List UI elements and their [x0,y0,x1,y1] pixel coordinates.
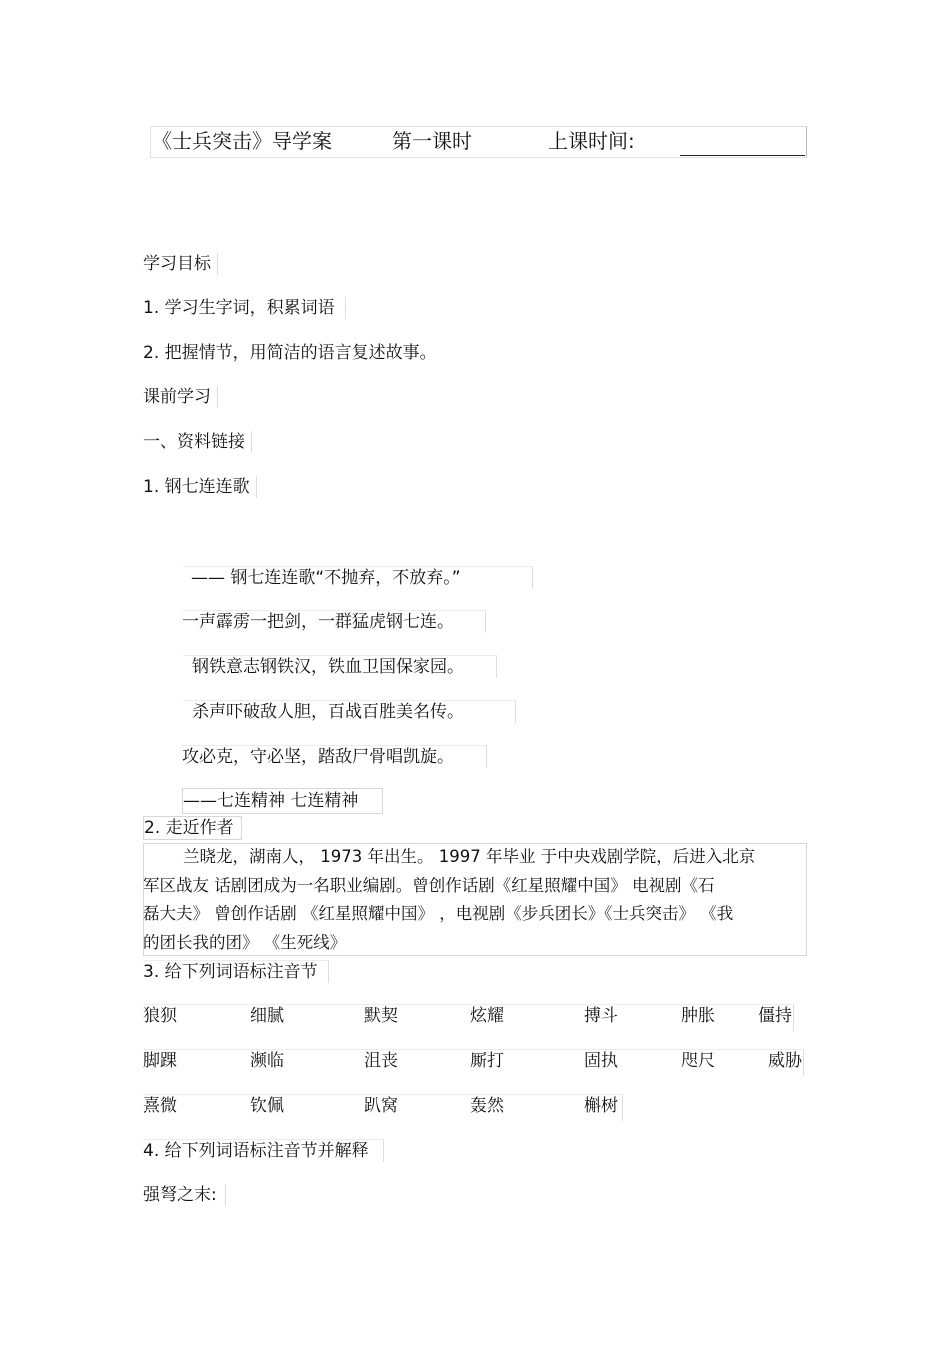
word: 狼狈 [143,1006,177,1026]
author-bio-line: 磊大夫》 曾创作话剧 《红星照耀中国》 ，电视剧《步兵团长》《士兵突击》 《我 [143,904,734,923]
author-bio-line: 的团长我的团》 《生死线》 [143,932,347,952]
word: 固执 [584,1051,618,1071]
objective-item-2: 2. 把握情节，用简洁的语言复述故事。 [143,343,437,363]
poem-line: —— 钢七连连歌“不抛弃，不放弃。” [183,566,533,589]
author-heading: 2. 走近作者 [143,816,242,840]
class-time-label: 上课时间: [548,129,635,153]
author-bio-line: 军区战友 话剧团成为一名职业编剧。曾创作话剧《红星照耀中国》 电视剧《石 [143,875,715,895]
pinyin-heading: 3. 给下列词语标注音节 [143,960,329,983]
prestudy-heading: 课前学习 [143,386,218,408]
word: 钦佩 [250,1096,284,1116]
word: 细腻 [250,1006,284,1026]
word: 咫尺 [681,1051,715,1071]
lesson-label: 第一课时 [392,129,472,153]
word: 槲树 [584,1096,618,1116]
poem-line: 一声霹雳一把剑，一群猛虎钢七连。 [182,610,486,633]
poem-line: 攻必克，守必坚，踏敌尸骨唱凯旋。 [182,745,487,768]
page-title: 《士兵突击》导学案 [152,129,332,153]
word: 炫耀 [470,1006,504,1026]
word: 僵持 [758,1006,792,1026]
poem-line: ——七连精神 七连精神 [182,788,383,814]
section-materials: 一、资料链接 [143,431,252,453]
poem-line: 杀声吓破敌人胆，百战百胜美名传。 [183,700,516,723]
class-time-blank[interactable] [680,155,805,156]
word: 默契 [364,1006,398,1026]
word: 沮丧 [364,1051,398,1071]
word: 搏斗 [584,1006,618,1026]
word: 厮打 [470,1051,504,1071]
author-bio [143,843,805,957]
objective-item-1: 1. 学习生字词，积累词语 [143,297,346,319]
word: 脚踝 [143,1051,177,1071]
explain-heading: 4. 给下列词语标注音节并解释 [143,1139,384,1162]
word: 趴窝 [364,1096,398,1116]
explain-term: 强弩之末: [143,1184,226,1206]
word: 濒临 [250,1051,284,1071]
song-title: 1. 钢七连连歌 [143,476,257,498]
objectives-heading: 学习目标 [143,253,218,275]
author-bio-line: 兰晓龙，湖南人， 1973 年出生。 1997 年毕业 于中央戏剧学院，后进入北京 [183,847,756,866]
word: 威胁 [768,1051,802,1071]
word: 轰然 [470,1096,504,1116]
poem-line: 钢铁意志钢铁汉，铁血卫国保家园。 [183,655,497,678]
word: 熹微 [143,1096,177,1116]
word: 肿胀 [681,1006,715,1026]
